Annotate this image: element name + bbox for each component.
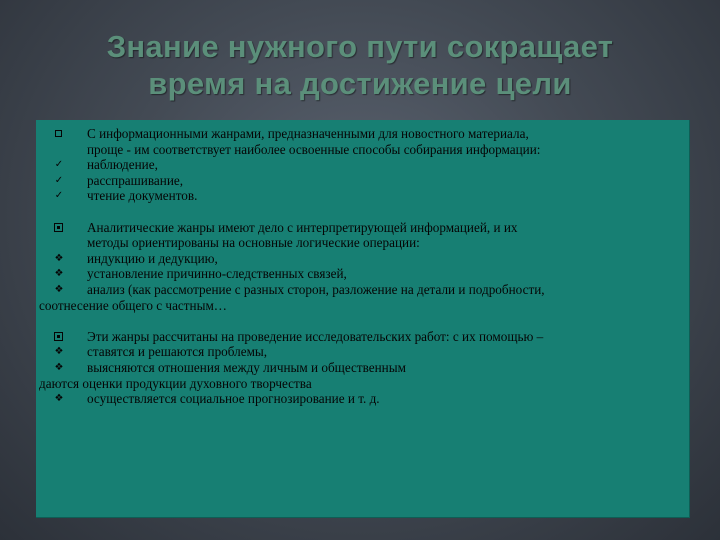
section2-intro (36, 220, 686, 236)
diamond-cluster-icon: ❖ (54, 361, 64, 373)
section1-intro (36, 126, 686, 142)
diamond-cluster-icon: ❖ (54, 283, 64, 295)
diamond-cluster-icon: ❖ (54, 393, 64, 405)
section2-intro-line1: Аналитические жанры имеют дело с интерпретирующей информацией, и их (87, 219, 518, 235)
section3-continuation: даются оценки продукции духовного творчества (39, 375, 312, 391)
section2-intro-line2: методы ориентированы на основные логические операции: (87, 235, 420, 251)
list-item: ❖ ставятся и решаются проблемы, (36, 344, 686, 360)
section3-intro (36, 329, 686, 345)
section2-continuation: соотнесение общего с частным… (39, 297, 227, 313)
content-text (36, 126, 686, 407)
boxed-square-icon (54, 223, 63, 232)
list-item: ✓ чтение документов. (36, 188, 686, 204)
checkmark-icon: ✓ (54, 174, 64, 186)
list-item: ❖ индукцию и дедукцию, (36, 251, 686, 267)
diamond-cluster-icon: ❖ (54, 252, 64, 264)
title-line-1: Знание нужного пути сокращает (106, 29, 614, 64)
title-line-2: время на достижение цели (148, 66, 572, 101)
list-item: ❖ анализ (как рассмотрение с разных сторон, разложение на детали и подробности, (36, 282, 686, 298)
list-item: ❖ установление причинно-следственных связей, (36, 266, 686, 282)
checkmark-icon: ✓ (54, 190, 64, 202)
section3-intro-line1: Эти жанры рассчитаны на проведение исследовательских работ: с их помощью – (87, 328, 544, 344)
list-item: ✓ наблюдение, (36, 157, 686, 173)
diamond-cluster-icon: ❖ (54, 346, 64, 358)
section1-intro-line1: С информационными жанрами, предназначенными для новостного материала, (87, 126, 529, 141)
section1-intro-line2: проще - им соответствует наиболее освоенные способы собирания информации: (87, 141, 541, 157)
checkmark-icon: ✓ (54, 159, 64, 171)
diamond-cluster-icon: ❖ (54, 268, 64, 280)
list-item: ✓ расспрашивание, (36, 173, 686, 189)
hollow-square-icon (55, 130, 62, 137)
list-item: ❖ осуществляется социальное прогнозирование и т. д. (36, 391, 686, 407)
slide-title (0, 28, 720, 102)
content-panel (36, 120, 690, 518)
list-item: ❖ выясняются отношения между личным и общественным (36, 360, 686, 376)
boxed-square-icon (54, 332, 63, 341)
